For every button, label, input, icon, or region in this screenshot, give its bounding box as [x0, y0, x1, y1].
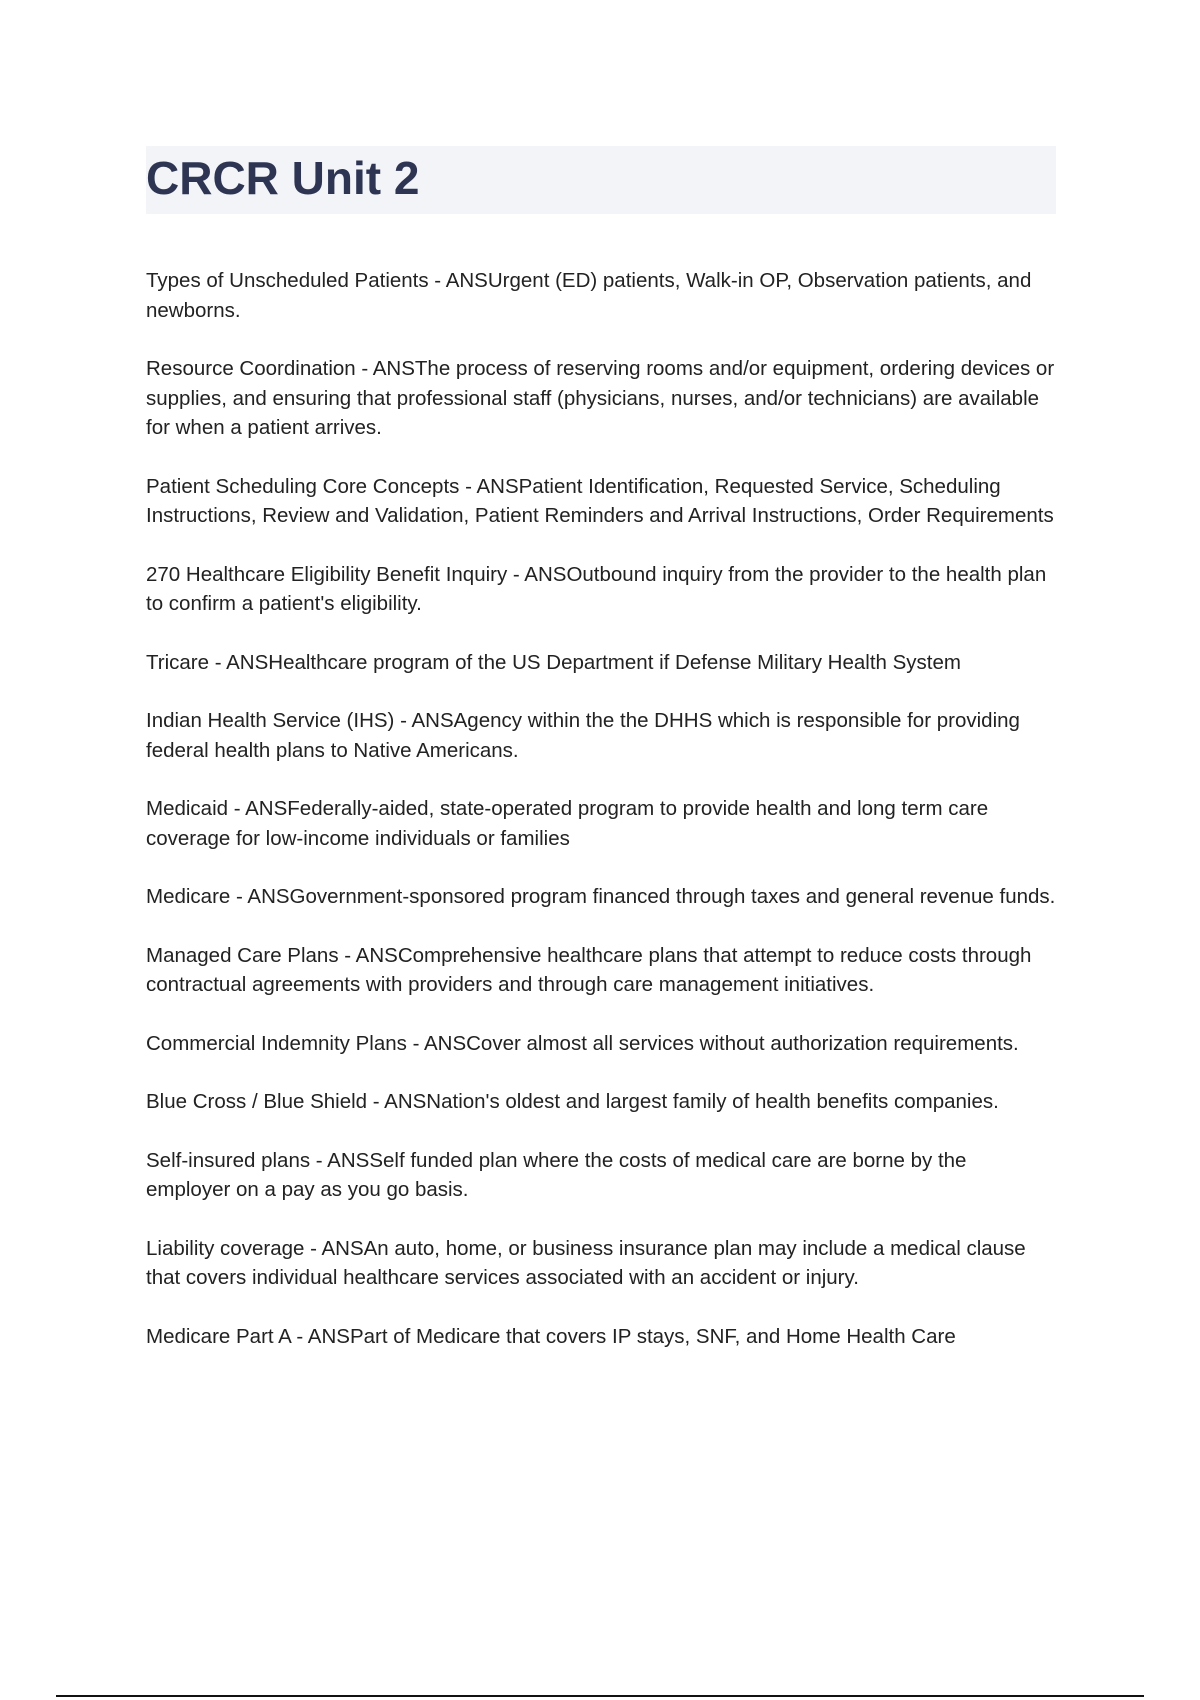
footer-divider — [56, 1695, 1144, 1697]
flashcard-entry: Blue Cross / Blue Shield - ANSNation's oldest and largest family of health benefits companies. — [146, 1090, 999, 1113]
page-title: CRCR Unit 2 — [146, 152, 420, 204]
flashcard-entry: Medicaid - ANSFederally-aided, state-operated program to provide health and long term care coverage for low-income individuals or families — [146, 797, 989, 850]
flashcard-entry: Medicare Part A - ANSPart of Medicare that covers IP stays, SNF, and Home Health Care — [146, 1324, 956, 1348]
flashcard-entry: Tricare - ANSHealthcare program of the US Department if Defense Military Health System — [146, 650, 961, 674]
flashcard-entry: Types of Unscheduled Patients - ANSUrgent (ED) patients, Walk-in OP, Observation patients, and newborns. — [146, 269, 1032, 322]
flashcard-list — [146, 266, 1056, 1380]
flashcard-entry: Indian Health Service (IHS) - ANSAgency within the the DHHS which is responsible for providing federal health plans to Native Americans. — [146, 709, 1020, 762]
flashcard-entry: Managed Care Plans - ANSComprehensive healthcare plans that attempt to reduce costs through contractual agreements with providers and through care management initiatives. — [146, 943, 1032, 996]
flashcard-entry: Patient Scheduling Core Concepts - ANSPatient Identification, Requested Service, Scheduling Instructions, Review and Validation, Patient Reminders and Arrival Instructions, Order Requirements — [146, 474, 1054, 527]
flashcard-entry: Medicare - ANSGovernment-sponsored program financed through taxes and general revenue funds. — [146, 885, 1056, 908]
title-banner — [146, 146, 1056, 214]
flashcard-entry: Self-insured plans - ANSSelf funded plan where the costs of medical care are borne by the employer on a pay as you go basis. — [146, 1148, 967, 1201]
flashcard-entry: Liability coverage - ANSAn auto, home, or business insurance plan may include a medical clause that covers individual healthcare services associated with an accident or injury. — [146, 1236, 1026, 1289]
flashcard-entry: Commercial Indemnity Plans - ANSCover almost all services without authorization requirements. — [146, 1031, 1019, 1055]
flashcard-entry: Resource Coordination - ANSThe process of reserving rooms and/or equipment, ordering devices or supplies, and ensuring that professional staff (physicians, nurses, and/or technicians) are available for when a patient arrives. — [146, 357, 1055, 439]
flashcard-entry: 270 Healthcare Eligibility Benefit Inquiry - ANSOutbound inquiry from the provider to the health plan to confirm a patient's eligibility. — [146, 562, 1047, 615]
